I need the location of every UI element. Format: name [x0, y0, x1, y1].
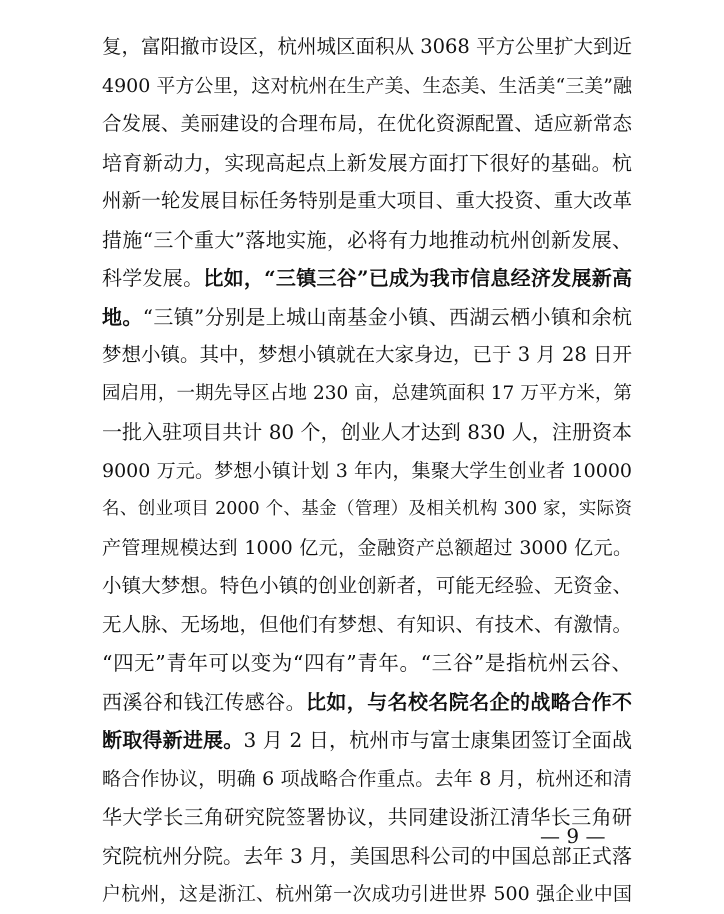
- text-segment: 措施“三个重大”落地实施，必将有力地推动杭州创新发展、: [102, 227, 632, 252]
- text-segment: 培育新动力，实现高起点上新发展方面打下很好的基础。杭: [102, 150, 632, 175]
- text-segment: 究院杭州分院。去年 3 月，美国思科公司的中国总部正式落: [102, 843, 632, 868]
- text-line: [102, 413, 632, 452]
- text-segment: 3 月 2 日，杭州市与富士康集团签订全面战: [243, 728, 632, 752]
- text-line: [102, 683, 632, 722]
- text-line: [102, 644, 632, 683]
- text-segment: 园启用，一期先导区占地 230 亩，总建筑面积 17 万平方米，第: [102, 382, 632, 404]
- text-line: [102, 105, 632, 144]
- text-line: [102, 28, 632, 67]
- page-number: — 9 —: [540, 824, 606, 848]
- text-line: [102, 144, 632, 183]
- bold-text-segment: 比如，与名校名院名企的战略合作不: [306, 689, 632, 714]
- text-segment: 梦想小镇。其中，梦想小镇就在大家身边，已于 3 月 28 日开: [102, 343, 632, 366]
- text-segment: 产管理规模达到 1000 亿元，金融资产总额超过 3000 亿元。: [102, 536, 632, 559]
- text-segment: 西溪谷和钱江传感谷。: [102, 689, 306, 714]
- text-segment: 复，富阳撤市设区，杭州城区面积从 3068 平方公里扩大到近: [102, 35, 632, 58]
- text-segment: “四无”青年可以变为“四有”青年。“三谷”是指杭州云谷、: [102, 651, 632, 675]
- text-segment: 科学发展。: [102, 266, 204, 290]
- text-segment: 州新一轮发展目标任务特别是重大项目、重大投资、重大改革: [102, 189, 632, 212]
- bold-text-segment: 比如，“三镇三谷”已成为我市信息经济发展新高: [203, 266, 632, 290]
- text-line: [102, 606, 632, 645]
- text-line: [102, 182, 632, 221]
- text-segment: 名、创业项目 2000 个、基金（管理）及相关机构 300 家，实际资: [102, 499, 632, 519]
- text-line: [102, 336, 632, 375]
- text-segment: “三镇”分别是上城山南基金小镇、西湖云栖小镇和余杭: [142, 304, 632, 329]
- text-line: [102, 259, 632, 298]
- bold-text-segment: 地。: [102, 304, 143, 329]
- text-line: [102, 875, 632, 914]
- text-line: [102, 298, 632, 337]
- text-line: [102, 452, 632, 491]
- text-segment: 9000 万元。梦想小镇计划 3 年内，集聚大学生创业者 10000: [102, 459, 632, 482]
- text-segment: 华大学长三角研究院签署协议，共同建设浙江清华长三角研: [102, 805, 632, 829]
- text-segment: 4900 平方公里，这对杭州在生产美、生态美、生活美“三美”融: [102, 74, 632, 97]
- text-line: [102, 529, 632, 568]
- text-line: [102, 221, 632, 260]
- bold-text-segment: 断取得新进展。: [102, 728, 244, 752]
- text-segment: 无人脉、无场地，但他们有梦想、有知识、有技术、有激情。: [102, 612, 632, 636]
- text-line: [102, 760, 632, 799]
- text-line: [102, 375, 632, 414]
- text-segment: 户杭州，这是浙江、杭州第一次成功引进世界 500 强企业中国: [102, 883, 632, 905]
- text-segment: 小镇大梦想。特色小镇的创业创新者，可能无经验、无资金、: [102, 574, 632, 597]
- text-line: [102, 490, 632, 529]
- text-line: [102, 567, 632, 606]
- text-segment: 一批入驻项目共计 80 个，创业人才达到 830 人，注册资本: [102, 420, 632, 444]
- text-line: [102, 67, 632, 106]
- text-segment: 略合作协议，明确 6 项战略合作重点。去年 8 月，杭州还和清: [102, 767, 632, 790]
- body-text: [102, 28, 632, 914]
- text-line: [102, 721, 632, 760]
- text-segment: 合发展、美丽建设的合理布局，在优化资源配置、适应新常态: [102, 112, 632, 135]
